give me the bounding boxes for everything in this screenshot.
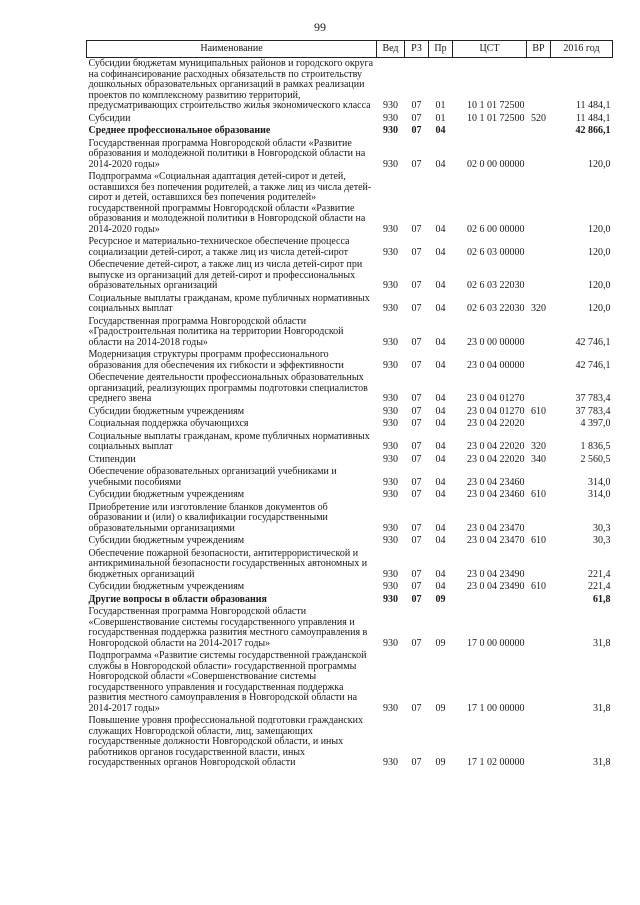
row-sum: 30,3: [593, 535, 611, 546]
table-row: [87, 502, 613, 536]
row-rz: 07: [411, 359, 422, 371]
row-ved: 930: [383, 757, 398, 768]
row-sum: 37 783,4: [575, 393, 611, 404]
table-row: [87, 406, 613, 419]
row-ved: 930: [383, 112, 398, 124]
row-vr: [527, 372, 551, 406]
row-sum: 42 866,1: [575, 125, 611, 136]
row-cst: 23 0 04 22020: [467, 453, 525, 465]
row-name: Обеспечение образовательных организаций учебниками и учебными пособиями: [88, 466, 337, 488]
row-ved: 930: [383, 336, 398, 348]
row-pr: 04: [435, 125, 446, 136]
row-rz: 07: [411, 303, 422, 314]
table-row: [87, 316, 613, 350]
row-pr: 04: [435, 441, 446, 452]
row-ved: 930: [383, 489, 398, 500]
row-sum: 314,0: [588, 476, 611, 488]
row-cst: [453, 594, 527, 607]
row-pr: 09: [435, 757, 446, 768]
header-ved: Вед: [377, 41, 405, 58]
row-pr: 04: [435, 303, 446, 314]
table-row: [87, 454, 613, 467]
row-vr: 610: [531, 535, 546, 546]
row-name: Повышение уровня профессиональной подготовки гражданских служащих Новгородской области, лиц, замещающих государственные должности Новгородской области, и иных работников органов государственной власти, иных государственных органов Новгородской области: [88, 715, 364, 768]
row-cst: 23 0 04 23470: [467, 522, 525, 534]
row-vr: [527, 466, 551, 489]
row-rz: 07: [411, 158, 422, 170]
row-rz: 07: [411, 568, 422, 580]
row-vr: [527, 650, 551, 715]
table-row: [87, 125, 613, 138]
row-cst: 23 0 04 23460: [467, 476, 525, 488]
row-sum: 120,0: [588, 246, 611, 258]
row-ved: 930: [383, 581, 398, 592]
table-row: [87, 58, 613, 113]
row-name: Обеспечение деятельности профессиональных образовательных организаций, реализующих программы подготовки специалистов среднего звена: [88, 372, 368, 404]
table-row: [87, 650, 613, 715]
row-pr: 04: [435, 453, 446, 465]
table-row: [87, 236, 613, 259]
table-row: [87, 466, 613, 489]
row-rz: 07: [411, 100, 422, 111]
row-rz: 07: [411, 489, 422, 500]
row-ved: 930: [383, 125, 398, 136]
table-row: [87, 171, 613, 236]
row-cst: 02 6 03 22030: [467, 303, 525, 314]
row-vr: [527, 606, 551, 650]
row-ved: 930: [383, 405, 398, 417]
header-cst: ЦСТ: [453, 41, 527, 58]
table-row: [87, 259, 613, 293]
table-row: [87, 349, 613, 372]
row-vr: 520: [531, 112, 546, 124]
row-vr: [527, 715, 551, 770]
row-vr: 610: [531, 489, 546, 500]
row-cst: 10 1 01 72500: [467, 112, 525, 124]
table-header: [87, 41, 613, 58]
row-name: Стипендии: [88, 453, 136, 465]
row-rz: 07: [411, 453, 422, 465]
table-row: [87, 372, 613, 406]
row-ved: 930: [383, 593, 398, 605]
row-rz: 07: [411, 393, 422, 404]
row-rz: 07: [411, 246, 422, 258]
table-row: [87, 431, 613, 454]
row-sum: 61,8: [593, 593, 611, 605]
row-cst: 23 0 04 23490: [467, 568, 525, 580]
budget-table: [86, 40, 613, 770]
row-cst: 17 1 00 00000: [467, 702, 525, 714]
row-ved: 930: [383, 535, 398, 546]
row-ved: 930: [383, 418, 398, 429]
row-ved: 930: [383, 702, 398, 714]
row-ved: 930: [383, 223, 398, 235]
row-vr: 610: [531, 405, 546, 417]
row-vr: 610: [531, 581, 546, 592]
row-ved: 930: [383, 100, 398, 111]
row-name: Субсидии: [88, 112, 131, 124]
row-rz: 07: [411, 125, 422, 136]
row-rz: 07: [411, 112, 422, 124]
row-vr: [527, 548, 551, 582]
row-ved: 930: [383, 303, 398, 314]
table-row: [87, 581, 613, 594]
row-ved: 930: [383, 359, 398, 371]
row-rz: 07: [411, 280, 422, 291]
table-row: [87, 715, 613, 770]
row-pr: 04: [435, 405, 446, 417]
header-vr: ВР: [527, 41, 551, 58]
table-row: [87, 489, 613, 502]
row-vr: 320: [531, 441, 546, 452]
row-rz: 07: [411, 593, 422, 605]
row-sum: 120,0: [588, 303, 611, 314]
row-cst: 02 6 03 00000: [467, 246, 525, 258]
row-name: Модернизация структуры программ профессионального образования для обеспечения их гибкости и эффективности: [88, 349, 344, 371]
row-pr: 04: [435, 418, 446, 429]
row-sum: 42 746,1: [575, 359, 611, 371]
row-rz: 07: [411, 441, 422, 452]
table-row: [87, 548, 613, 582]
row-pr: 04: [435, 280, 446, 291]
row-vr: [527, 138, 551, 172]
header-year: 2016 год: [551, 41, 613, 58]
row-ved: 930: [383, 280, 398, 291]
row-name: Другие вопросы в области образования: [88, 593, 267, 605]
row-pr: 04: [435, 535, 446, 546]
row-sum: 120,0: [588, 280, 611, 291]
row-vr: 340: [531, 453, 546, 465]
row-ved: 930: [383, 441, 398, 452]
page-number: 99: [314, 20, 326, 34]
row-pr: 09: [435, 593, 446, 605]
row-sum: 31,8: [593, 757, 611, 768]
row-rz: 07: [411, 637, 422, 649]
row-cst: 17 1 02 00000: [467, 757, 525, 768]
row-rz: 07: [411, 535, 422, 546]
row-sum: 31,8: [593, 702, 611, 714]
row-name: Социальная поддержка обучающихся: [88, 418, 249, 429]
row-pr: 04: [435, 246, 446, 258]
row-vr: [527, 502, 551, 536]
row-ved: 930: [383, 476, 398, 488]
row-ved: 930: [383, 522, 398, 534]
row-cst: 23 0 04 01270: [467, 405, 525, 417]
table-row: [87, 138, 613, 172]
row-ved: 930: [383, 453, 398, 465]
row-name: Ресурсное и материально-техническое обеспечение процесса социализации детей-сирот, а также лиц из числа детей-сирот: [88, 236, 350, 258]
row-sum: 120,0: [588, 223, 611, 235]
row-sum: 37 783,4: [575, 405, 611, 417]
row-sum: 11 484,1: [575, 100, 611, 111]
row-cst: [453, 125, 527, 138]
table-row: [87, 535, 613, 548]
row-sum: 4 397,0: [580, 418, 611, 429]
table-row: [87, 293, 613, 316]
row-cst: 23 0 04 23460: [467, 489, 525, 500]
row-pr: 04: [435, 476, 446, 488]
row-name: Государственная программа Новгородской области «Совершенствование системы государственного управления и государственная поддержка развития местного самоуправления в Новгородской области на 2014-2017 годы»: [88, 606, 368, 649]
row-name: Субсидии бюджетным учреждениям: [88, 535, 245, 546]
row-sum: 120,0: [588, 158, 611, 170]
row-cst: 23 0 04 00000: [467, 359, 525, 371]
row-vr: [527, 58, 551, 113]
row-ved: 930: [383, 158, 398, 170]
row-cst: 23 0 04 22020: [467, 441, 525, 452]
row-rz: 07: [411, 581, 422, 592]
row-pr: 04: [435, 489, 446, 500]
header-pr: Пр: [429, 41, 453, 58]
row-ved: 930: [383, 637, 398, 649]
row-sum: 31,8: [593, 637, 611, 649]
row-pr: 04: [435, 158, 446, 170]
row-pr: 04: [435, 522, 446, 534]
row-pr: 01: [435, 112, 446, 124]
table-row: [87, 606, 613, 650]
row-sum: 221,4: [588, 568, 611, 580]
row-vr: 320: [531, 303, 546, 314]
row-name: Субсидии бюджетным учреждениям: [88, 405, 245, 417]
row-name: Социальные выплаты гражданам, кроме публичных нормативных социальных выплат: [88, 292, 370, 314]
row-name: Подпрограмма «Развитие системы государственной гражданской службы в Новгородской области» государственной программы Новгородской области «Совершенствование системы государственного управления и государственная поддержка развития местного самоуправления в Новгородской области на 2014-2017 годы»: [88, 650, 367, 714]
row-cst: 02 6 00 00000: [467, 223, 525, 235]
row-rz: 07: [411, 418, 422, 429]
row-name: Среднее профессиональное образование: [88, 125, 271, 136]
row-vr: [527, 171, 551, 236]
row-name: Обеспечение детей-сирот, а также лиц из числа детей-сирот при выпуске из организаций для детей-сирот и профессиональных образовательных организаций: [88, 259, 363, 291]
row-pr: 09: [435, 637, 446, 649]
row-pr: 04: [435, 223, 446, 235]
row-sum: 11 484,1: [575, 112, 611, 124]
row-rz: 07: [411, 223, 422, 235]
row-name: Субсидии бюджетным учреждениям: [88, 581, 245, 592]
row-vr: [527, 125, 551, 138]
row-name: Государственная программа Новгородской области «Градостроительная политика на территории Новгородской области на 2014-2018 годы»: [88, 315, 344, 348]
row-vr: [527, 236, 551, 259]
row-cst: 02 0 00 00000: [467, 158, 525, 170]
row-pr: 04: [435, 359, 446, 371]
header-name: Наименование: [87, 41, 377, 58]
row-sum: 314,0: [588, 489, 611, 500]
row-vr: [527, 349, 551, 372]
row-rz: 07: [411, 757, 422, 768]
row-cst: 17 0 00 00000: [467, 637, 525, 649]
row-cst: 02 6 03 22030: [467, 280, 525, 291]
row-rz: 07: [411, 405, 422, 417]
table-row: [87, 113, 613, 126]
table-body: [87, 58, 613, 770]
row-name: Социальные выплаты гражданам, кроме публичных нормативных социальных выплат: [88, 430, 370, 452]
row-vr: [527, 418, 551, 431]
row-pr: 04: [435, 336, 446, 348]
row-sum: 42 746,1: [575, 336, 611, 348]
row-ved: 930: [383, 568, 398, 580]
row-rz: 07: [411, 522, 422, 534]
row-rz: 07: [411, 702, 422, 714]
row-pr: 04: [435, 581, 446, 592]
row-rz: 07: [411, 336, 422, 348]
row-pr: 09: [435, 702, 446, 714]
row-cst: 23 0 04 01270: [467, 393, 525, 404]
row-rz: 07: [411, 476, 422, 488]
row-vr: [527, 316, 551, 350]
row-sum: 30,3: [593, 522, 611, 534]
row-name: Обеспечение пожарной безопасности, антитеррористической и антикриминальной безопасности государственных автономных и бюджетных организаций: [88, 547, 368, 580]
row-vr: [527, 594, 551, 607]
row-cst: 23 0 04 22020: [467, 418, 525, 429]
table-row: [87, 418, 613, 431]
row-name: Государственная программа Новгородской области «Развитие образования и молодежной политики в Новгородской области на 2014-2020 годы»: [88, 137, 366, 170]
row-cst: 23 0 00 00000: [467, 336, 525, 348]
header-rz: РЗ: [405, 41, 429, 58]
row-pr: 01: [435, 100, 446, 111]
row-sum: 1 836,5: [580, 441, 611, 452]
row-vr: [527, 259, 551, 293]
row-name: Приобретение или изготовление бланков документов об образовании и (или) о квалификации государственными образовательными организациями: [88, 501, 328, 534]
row-sum: 2 560,5: [580, 453, 611, 465]
row-pr: 04: [435, 568, 446, 580]
row-ved: 930: [383, 393, 398, 404]
row-ved: 930: [383, 246, 398, 258]
row-cst: 23 0 04 23490: [467, 581, 525, 592]
row-name: Субсидии бюджетным учреждениям: [88, 489, 245, 500]
row-cst: 23 0 04 23470: [467, 535, 525, 546]
row-cst: 10 1 01 72500: [467, 100, 525, 111]
table-row: [87, 594, 613, 607]
row-name: Субсидии бюджетам муниципальных районов и городского округа на софинансирование расходных обязательств по строительству дошкольных образовательных организаций в рамках реализации проектов по комплексному развитию территорий, предусматривающих строительство жилья экономического класса: [88, 58, 374, 111]
row-name: Подпрограмма «Социальная адаптация детей-сирот и детей, оставшихся без попечения родителей, а также лиц из числа детей-сирот и детей, оставшихся без попечения родителей» государственной программы Новгородской области «Развитие образования и молодежной политики в Новгородской области на 2014-2020 годы»: [88, 171, 372, 235]
row-pr: 04: [435, 393, 446, 404]
row-sum: 221,4: [588, 581, 611, 592]
